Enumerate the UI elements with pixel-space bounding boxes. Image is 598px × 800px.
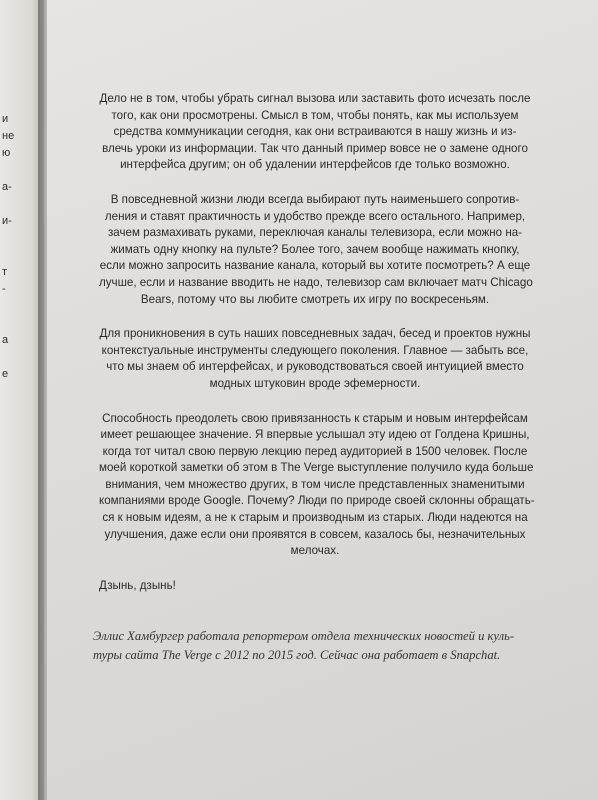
text-line: средства коммуникации сегодня, как они встраиваются в нашу жизнь и из- [113, 125, 517, 139]
paragraph [99, 91, 531, 174]
text-line: интерфейса другим; он об удалении интерфейсов где только возможно. [120, 158, 510, 172]
text-line: Для проникновения в суть наших повседневных задач, бесед и проектов нужны [99, 327, 531, 341]
left-page-text-fragment: е [2, 368, 9, 380]
left-page-text-fragment: - [2, 283, 6, 295]
text-line: Bears, потому что вы любите смотреть их игру по воскресеньям. [140, 292, 490, 306]
text-line: улучшения, даже если они проявятся в совсем, казалось бы, незначительных [104, 527, 526, 541]
text-line: влечь уроки из информации. Так что данный пример вовсе не о замене одного [102, 141, 528, 155]
text-line: имеет решающее значение. Я впервые услышал эту идею от Голдена Кришны, [100, 428, 530, 442]
right-page [47, 0, 598, 800]
text-line: модных штуковин вроде эфемерности. [209, 376, 421, 390]
left-page-text-fragment: ю [2, 147, 11, 159]
text-line: лучше, если и название вводить не надо, телевизор сам включает матч Chicago [99, 275, 533, 289]
paragraph [99, 411, 535, 560]
left-page-text-fragment: т [2, 266, 8, 278]
text-line: внимания, чем множество других, в том числе представленных знаменитыми [105, 477, 525, 491]
text-line: когда тот читал свою первую лекцию перед аудиторией в 1500 человек. После [102, 444, 528, 458]
text-line: мелочах. [290, 544, 340, 558]
text-line: компаниями вроде Google. Почему? Люди по природе своей склонны обращать- [99, 494, 535, 508]
paragraph [99, 326, 531, 392]
text-line: контекстуальные инструменты следующего поколения. Главное — забыть все, [101, 343, 529, 357]
left-page-text-fragment: и [2, 113, 9, 125]
left-page-text-fragment: а [2, 334, 9, 346]
left-page-text-fragment: и- [2, 215, 12, 227]
text-line: ся к новым идеям, а не к старым и производным из старых. Люди надеются на [102, 511, 528, 525]
text-line: того, как они просмотрены. Смысл в том, чтобы понять, как мы используем [111, 108, 519, 122]
text-line: что мы знаем об интерфейсах, и руководствоваться своей интуицией вместо [106, 360, 524, 374]
text-line: Способность преодолеть свою привязанность к старым и новым интерфейсам [102, 411, 528, 425]
bio-line: туры сайта The Verge с 2012 по 2015 год. Сейчас она работает в Snapchat. [93, 648, 501, 662]
left-page-text-fragment: а- [2, 181, 12, 193]
bio-line: Эллис Хамбургер работала репортером отдела технических новостей и куль- [93, 629, 515, 643]
author-bio [93, 627, 543, 665]
paragraph [99, 192, 531, 308]
body-text [99, 91, 535, 594]
left-page-text-fragment: не [2, 130, 15, 142]
text-line: зачем размахивать руками, переключая каналы телевизора, если можно на- [107, 226, 523, 240]
signoff: Дзынь, дзынь! [99, 578, 176, 592]
text-line: жимать одну кнопку на пульте? Более того, зачем вообще нажимать кнопку, [110, 242, 520, 256]
text-line: В повседневной жизни люди всегда выбирают путь наименьшего сопротив- [110, 192, 520, 206]
text-line: ления и ставят практичность и удобство прежде всего остального. Например, [104, 209, 526, 223]
text-line: если можно запросить название канала, который вы хотите посмотреть? А еще [99, 259, 531, 273]
text-line: Дело не в том, чтобы убрать сигнал вызова или заставить фото исчезать после [99, 92, 531, 105]
text-line: моей короткой заметки об этом в The Verge выступление получило куда больше [99, 461, 534, 475]
